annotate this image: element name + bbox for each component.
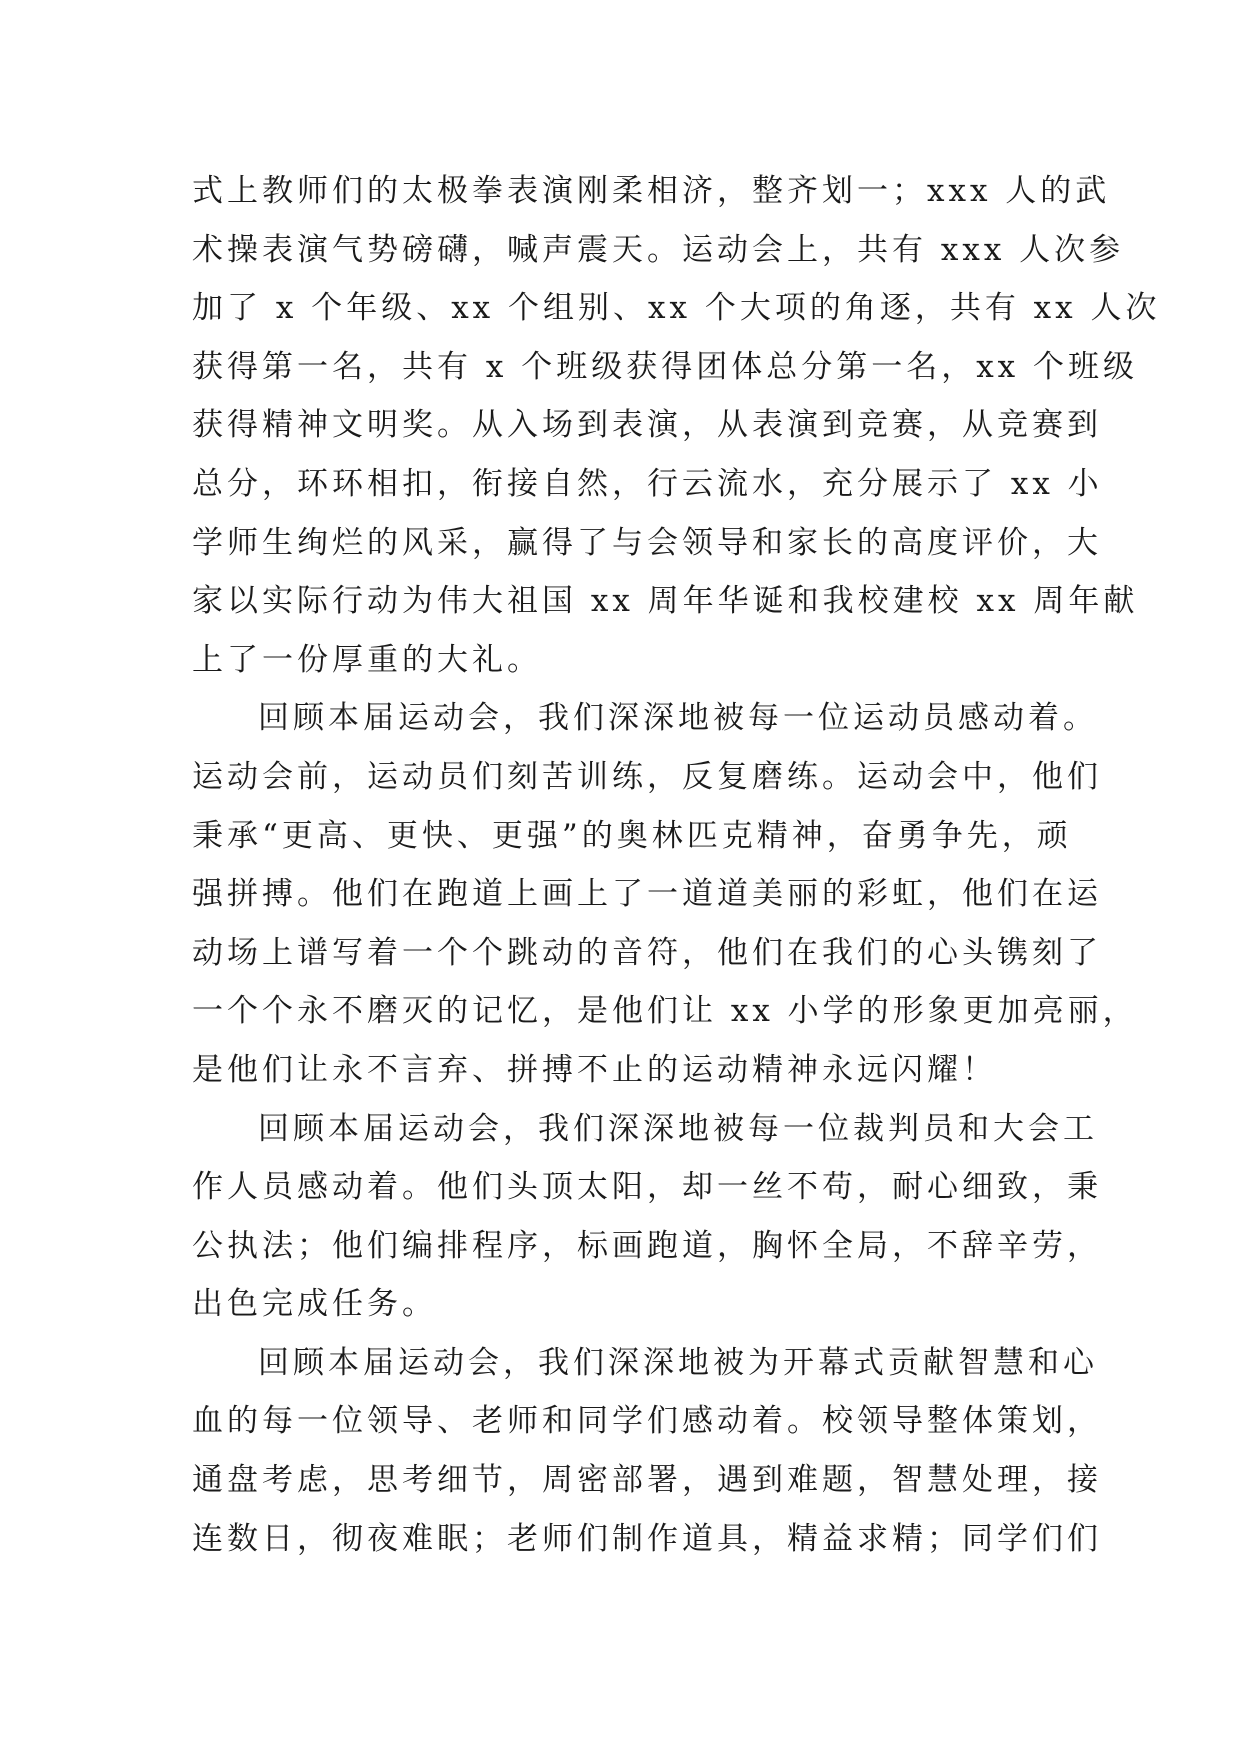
text-line: 运动会前，运动员们刻苦训练，反复磨练。运动会中，他们 [192, 758, 1102, 795]
text-line: 总分，环环相扣，衔接自然，行云流水，充分展示了 xx 小 [192, 465, 1103, 502]
text-line: 动场上谱写着一个个跳动的音符，他们在我们的心头镌刻了 [192, 934, 1102, 971]
paragraph-first-line: 回顾本届运动会，我们深深地被每一位裁判员和大会工 [258, 1110, 1098, 1147]
text-line: 血的每一位领导、老师和同学们感动着。校领导整体策划， [192, 1403, 1102, 1440]
document-body [192, 162, 1161, 1568]
text-line: 获得第一名，共有 x 个班级获得团体总分第一名，xx 个班级 [192, 348, 1139, 385]
paragraph-first-line: 回顾本届运动会，我们深深地被为开幕式贡献智慧和心 [258, 1344, 1098, 1381]
text-line: 式上教师们的太极拳表演刚柔相济，整齐划一；xxx 人的武 [192, 173, 1111, 209]
text-line: 强拼搏。他们在跑道上画上了一道道美丽的彩虹，他们在运 [192, 876, 1102, 913]
text-line: 一个个永不磨灭的记忆，是他们让 xx 小学的形象更加亮丽， [192, 993, 1138, 1030]
text-line: 秉承“更高、更快、更强”的奥林匹克精神，奋勇争先，顽 [192, 817, 1072, 854]
text-line: 术操表演气势磅礴，喊声震天。运动会上，共有 xxx 人次参 [192, 231, 1125, 268]
text-line: 学师生绚烂的风采，赢得了与会领导和家长的高度评价，大 [192, 524, 1102, 561]
text-line: 上了一份厚重的大礼。 [192, 641, 542, 678]
paragraph-first-line: 回顾本届运动会，我们深深地被每一位运动员感动着。 [258, 700, 1098, 737]
text-line: 作人员感动着。他们头顶太阳，却一丝不苟，耐心细致，秉 [192, 1169, 1102, 1206]
text-line: 通盘考虑，思考细节，周密部署，遇到难题，智慧处理，接 [192, 1462, 1102, 1499]
text-line: 出色完成任务。 [192, 1286, 437, 1323]
text-line: 连数日，彻夜难眠；老师们制作道具，精益求精；同学们们 [192, 1520, 1102, 1557]
text-line: 家以实际行动为伟大祖国 xx 周年华诞和我校建校 xx 周年献 [192, 583, 1139, 620]
text-line: 获得精神文明奖。从入场到表演，从表演到竞赛，从竞赛到 [192, 407, 1102, 444]
text-line: 是他们让永不言弃、拼搏不止的运动精神永远闪耀！ [192, 1051, 997, 1088]
text-line: 加了 x 个年级、xx 个组别、xx 个大项的角逐，共有 xx 人次 [192, 290, 1161, 327]
text-line: 公执法；他们编排程序，标画跑道，胸怀全局，不辞辛劳， [192, 1227, 1102, 1264]
